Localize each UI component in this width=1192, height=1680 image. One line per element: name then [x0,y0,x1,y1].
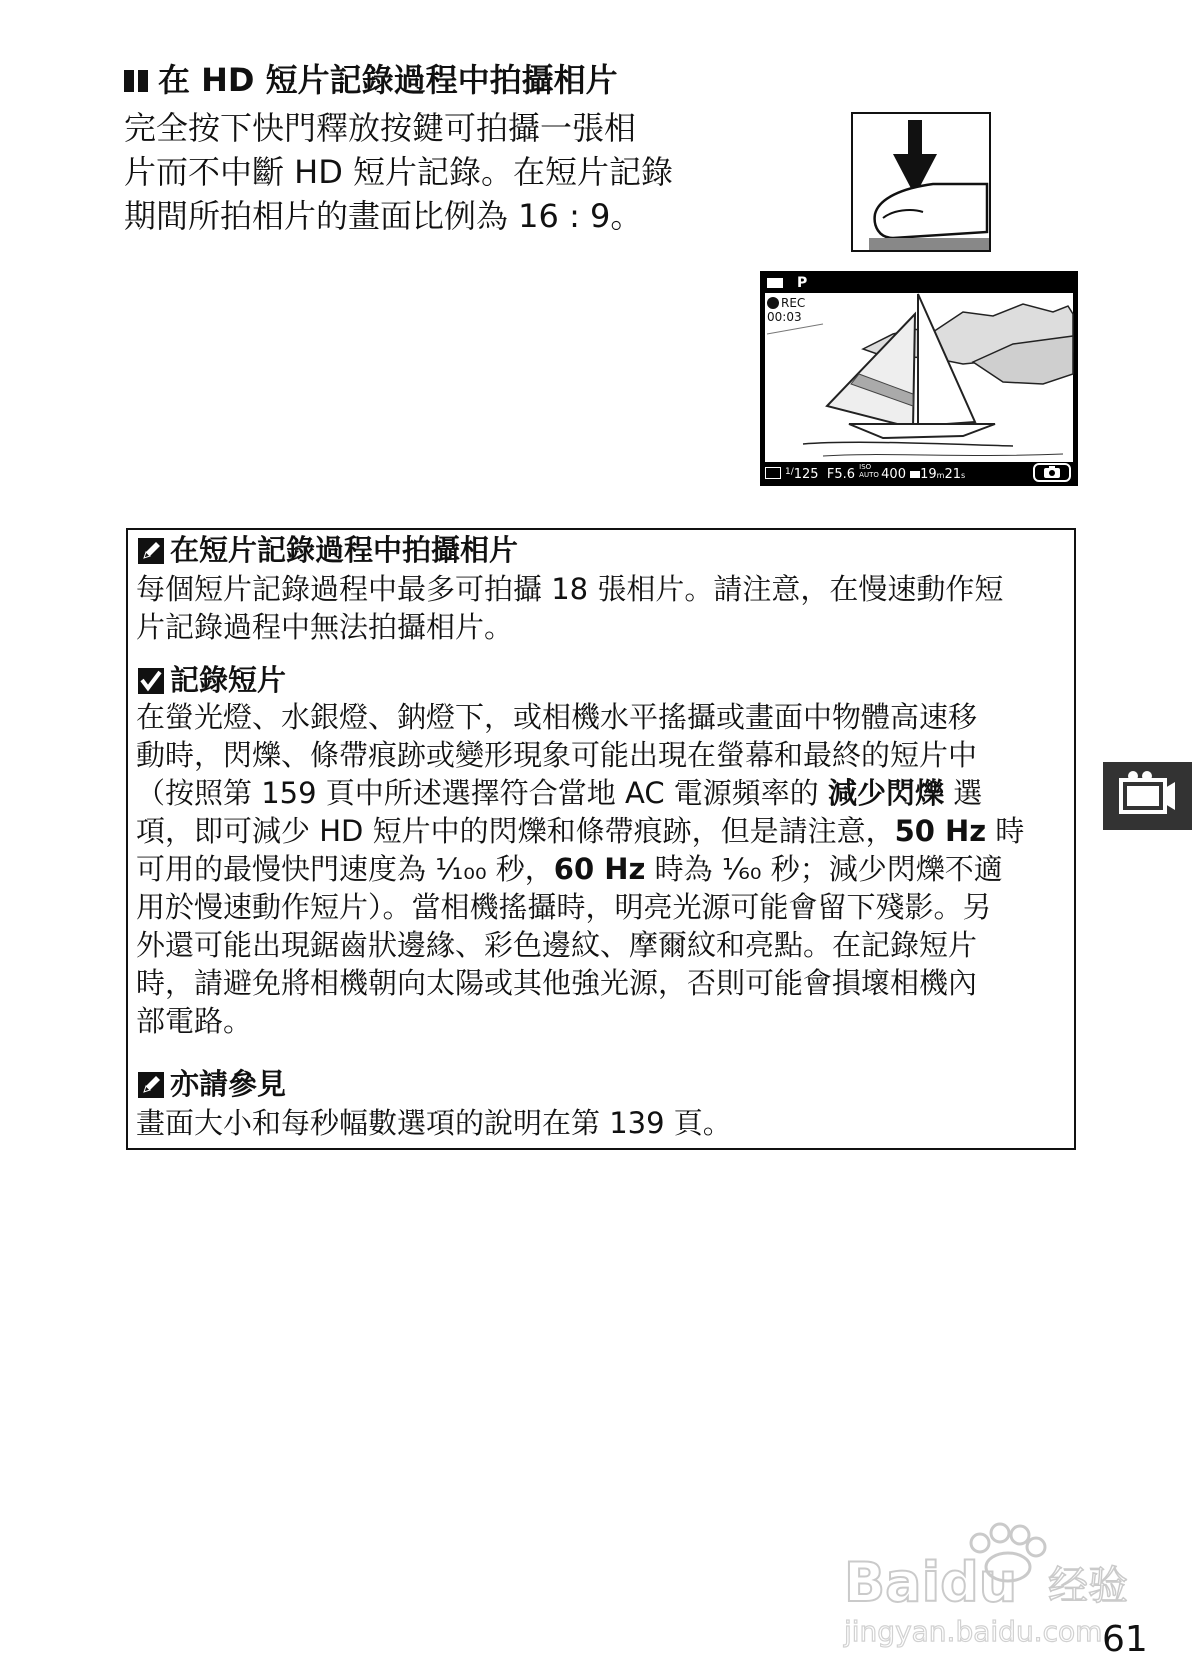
chapter-tab [1103,762,1192,830]
pencil-icon [138,1072,164,1098]
note-line: （按照第 159 頁中所述選擇符合當地 AC 電源頻率的 減少閃爍 選 [136,776,983,810]
aperture: F5.6 [826,467,856,482]
note-line: 用於慢速動作短片）。當相機搖攝時，明亮光源可能會留下殘影。另 [136,890,992,924]
pencil-icon [138,538,164,564]
section-heading [124,60,618,100]
section-body-line: 完全按下快門釋放按鍵可拍攝一張相 [124,109,637,147]
monitor-top-bar [767,274,807,293]
note-line: 每個短片記錄過程中最多可拍攝 18 張相片。請注意，在慢速動作短 [136,572,1004,606]
section-marker-icon [124,70,150,92]
monitor-screen [763,274,1075,483]
flicker-reduction-option: 減少閃爍 [828,776,945,810]
remaining-seconds: 21 [944,467,962,482]
note-line: 部電路。 [136,1004,253,1038]
shutter-speed: 125 [793,467,819,482]
metering-icon [765,467,781,479]
note-line: 畫面大小和每秒幅數選項的說明在第 139 頁。 [136,1106,732,1140]
remaining-minutes: 19 [920,467,937,482]
section-body-line: 期間所拍相片的畫面比例為 16 : 9。 [124,197,643,235]
note-line: 時，請避免將相機朝向太陽或其他強光源，否則可能會損壞相機內 [136,966,978,1000]
note-title: 在短片記錄過程中拍攝相片 [138,532,518,568]
iso-value: 400 [881,467,906,482]
note-line: 動時，閃爍、條帶痕跡或變形現象可能出現在螢幕和最終的短片中 [136,738,978,772]
baidu-watermark [840,1515,1130,1655]
check-icon [138,668,164,694]
rec-label: REC [781,296,806,310]
page-number: 61 [1102,1619,1148,1660]
iso-label: ISO AUTO [859,463,879,479]
note-title: 記錄短片 [138,662,286,698]
camera-monitor [760,271,1078,486]
rec-dot-icon [767,297,779,309]
sailboat-scene [763,274,1075,483]
rec-time: 00:03 [767,310,802,324]
section-title-text: 在 HD 短片記錄過程中拍攝相片 [158,61,618,99]
movie-remaining-icon [910,471,920,478]
shutter-press-illustration [851,112,991,252]
notes-box [126,528,1076,1150]
note-title: 亦請參見 [138,1066,286,1102]
watermark-cn-text: 经验 [1048,1563,1128,1609]
finger-press-icon [853,114,989,250]
note-line: 可用的最慢快門速度為 ¹⁄₁₀₀ 秒，60 Hz 時為 ¹⁄₆₀ 秒；減少閃爍不適 [136,852,1003,886]
note-line: 項，即可減少 HD 短片中的閃爍和條帶痕跡，但是請注意，50 Hz 時 [136,814,1025,848]
note-line: 片記錄過程中無法拍攝相片。 [136,610,514,644]
movie-camera-icon [1103,762,1192,830]
rec-indicator [767,296,805,324]
watermark-logo-text: Baidu [844,1551,1018,1614]
baidu-paw-logo [840,1515,1130,1655]
note-line: 外還可能出現鋸齒狀邊緣、彩色邊紋、摩爾紋和亮點。在記錄短片 [136,928,978,962]
camera-icon [1033,463,1071,482]
section-body-line: 片而不中斷 HD 短片記錄。在短片記錄 [124,153,674,191]
exposure-mode: P [797,275,808,291]
note-line: 在螢光燈、水銀燈、鈉燈下，或相機水平搖攝或畫面中物體高速移 [136,700,978,734]
watermark-url: jingyan.baidu.com [844,1615,1103,1648]
monitor-bottom-bar: $^{1/}$125 F5.6 ISO AUTO 400 19m21s [765,462,965,483]
movie-mode-icon [767,278,783,288]
section-body [124,106,744,238]
